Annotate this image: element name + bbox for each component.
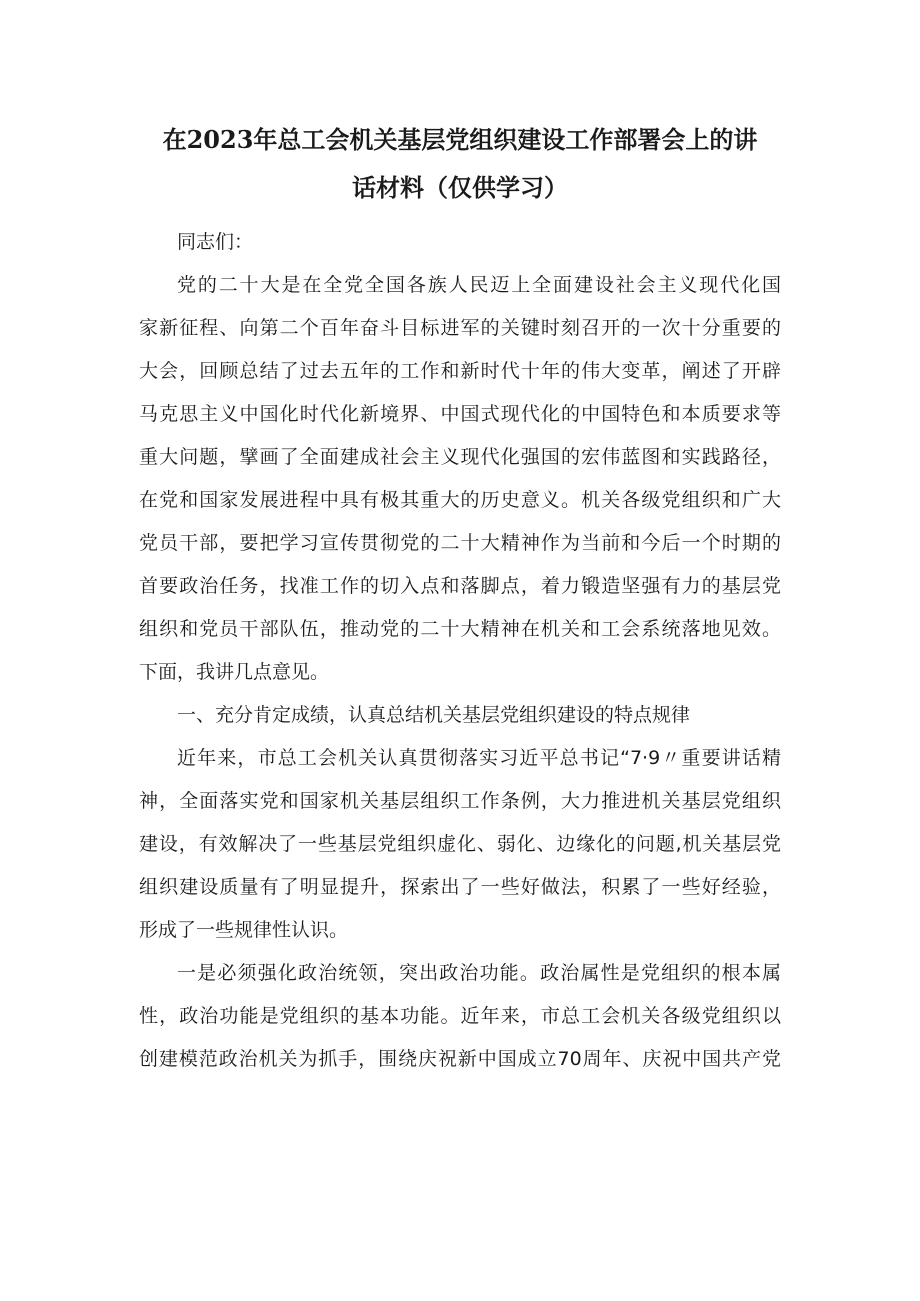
paragraph-1-line: 大会，回顾总结了过去五年的工作和新时代十年的伟大变革，阐述了开辟 — [139, 360, 781, 382]
paragraph-3-line: 创建模范政治机关为抓手，围绕庆祝新中国成立70周年、庆祝中国共产党 — [139, 1048, 781, 1070]
paragraph-3-line: 性，政治功能是党组织的基本功能。近年来，市总工会机关各级党组织以 — [139, 1005, 781, 1027]
paragraph-2-line: 形成了一些规律性认识。 — [139, 919, 349, 941]
document-title-line-2: 话材料（仅供学习） — [352, 173, 568, 202]
paragraph-2-line: 建设，有效解决了一些基层党组织虚化、弱化、边缘化的问题,机关基层党 — [139, 833, 781, 855]
paragraph-3-line: 一是必须强化政治统领，突出政治功能。政治属性是党组织的根本属 — [177, 962, 781, 984]
paragraph-1-line: 下面，我讲几点意见。 — [139, 661, 330, 683]
paragraph-2-line: 神，全面落实党和国家机关基层组织工作条例，大力推进机关基层党组织 — [139, 790, 781, 812]
paragraph-1-line: 党的二十大是在全党全国各族人民迈上全面建设社会主义现代化国 — [177, 274, 781, 296]
paragraph-2-line: 组织建设质量有了明显提升，探索出了一些好做法，积累了一些好经验， — [139, 876, 781, 898]
paragraph-1-line: 首要政治任务，找准工作的切入点和落脚点，着力锻造坚强有力的基层党 — [139, 575, 781, 597]
paragraph-1-line: 在党和国家发展进程中具有极其重大的历史意义。机关各级党组织和广大 — [139, 489, 781, 511]
paragraph-1-line: 重大问题，擘画了全面建成社会主义现代化强国的宏伟蓝图和实践路径， — [139, 446, 781, 468]
paragraph-1-line: 党员干部，要把学习宣传贯彻党的二十大精神作为当前和今后一个时期的 — [139, 532, 781, 554]
paragraph-1-line: 马克思主义中国化时代化新境界、中国式现代化的中国特色和本质要求等 — [139, 403, 781, 425]
paragraph-2-line: 近年来，市总工会机关认真贯彻落实习近平总书记“7·9〃重要讲话精 — [177, 747, 781, 769]
paragraph-1-line: 家新征程、向第二个百年奋斗目标进军的关键时刻召开的一次十分重要的 — [139, 317, 781, 339]
paragraph-1-line: 组织和党员干部队伍，推动党的二十大精神在机关和工会系统落地见效。 — [139, 618, 781, 640]
section-heading-1: 一、充分肯定成绩，认真总结机关基层党组织建设的特点规律 — [177, 704, 691, 726]
salutation: 同志们： — [177, 231, 254, 253]
document-title-line-1: 在2023年总工会机关基层党组织建设工作部署会上的讲 — [162, 125, 758, 154]
